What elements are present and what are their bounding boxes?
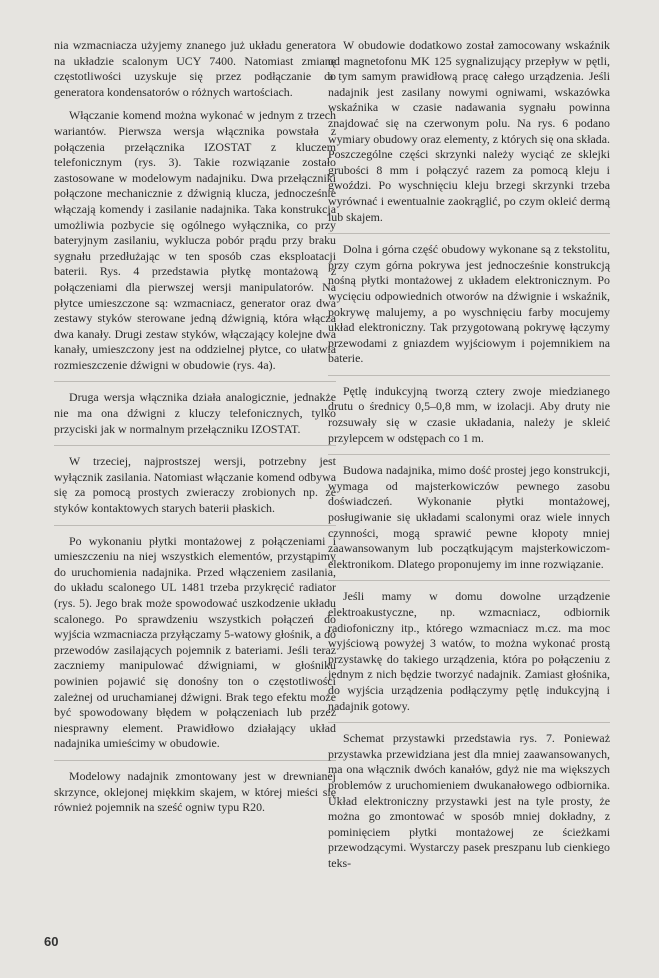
paragraph: Druga wersja włącznika działa analogicznie, jednakże nie ma ona dźwigni z kluczy telefonicznych, tylko przyciski jak w normalnym przełączniku IZOSTAT. <box>54 390 336 436</box>
paragraph: Jeśli mamy w domu dowolne urządzenie elektroakustyczne, np. wzmacniacz, odbiornik radiofoniczny itp., którego wzmacniacz m.cz. ma moc wyjściową powyżej 3 watów, to można wykonać prostą przystawkę do takiego urządzenia, która po połączeniu z jednym z nich będzie tworzyć nadajnik. Zamiast głośnika, do wyjścia urządzenia podłączymy pętlę indukcyjną i nadajnik gotowy. <box>328 589 610 713</box>
paragraph: Schemat przystawki przedstawia rys. 7. Ponieważ przystawka przewidziana jest dla mniej zaawansowanych, ma ona włącznik dwóch kanałów, gdyż nie ma większych problemów z uruchomieniem dwukanałowego odbiornika. Układ elektroniczny przystawki jest na tyle prosty, że można go zmontować w sposób mniej dokładny, z pominięciem płytki montażowej ze ścieżkami przewodzącymi. Wystarczy pasek preszpanu lub cienkiego teks- <box>328 731 610 870</box>
paragraph: Po wykonaniu płytki montażowej z połączeniami i umieszczeniu na niej wszystkich elementów, przystąpimy do uruchomienia nadajnika. Przed włączeniem zasilania, do układu scalonego UL 1481 trzeba przykręcić radiator (rys. 5). Jego brak może spowodować uszkodzenie układu scalonego. Po sprawdzeniu wszystkich połączeń do wyjścia wzmacniacza przyłączamy 5-watowy głośnik, a do przewodów zasilających pojemnik z bateriami. Jeśli teraz zaczniemy manipulować dźwigniami, w głośniku powinien pojawić się donośny ton o częstotliwości zależnej od uruchamianej dźwigni. Brak tego efektu może być spowodowany błędem w połączeniach lub przez niesprawny element. Prawidłowo działający układ nadajnika umieścimy w obudowie. <box>54 533 336 751</box>
divider <box>54 381 336 382</box>
paragraph: nia wzmacniacza użyjemy znanego już układu generatora na układzie scalonym UCY 7400. Natomiast zmianę częstotliwości uzyskuje się przez podłączanie do generatora kondensatorów o różnych wartościach. <box>54 38 336 99</box>
divider <box>54 525 336 526</box>
left-column <box>54 38 336 824</box>
paragraph: Budowa nadajnika, mimo dość prostej jego konstrukcji, wymaga od majsterkowiczów pewnego zasobu doświadczeń. Wykonanie płytki montażowej, posługiwanie się układami scalonymi oraz wiele innych czynności, mogą sprawić pewne kłopoty mniej zaawansowanym lub początkującym majsterkowiczom-elektronikom. Dlatego proponujemy im inne rozwiązanie. <box>328 463 610 571</box>
paragraph: Modelowy nadajnik zmontowany jest w drewnianej skrzynce, oklejonej miękkim skajem, w której mieści się również pojemnik na sześć ogniw typu R20. <box>54 768 336 815</box>
paragraph: Pętlę indukcyjną tworzą cztery zwoje miedzianego drutu o średnicy 0,5–0,8 mm, w izolacji. Aby druty nie rozsuwały się w czasie układania, należy je skleić przylepcem w odstępach co 1 m. <box>328 383 610 445</box>
divider <box>328 233 610 234</box>
right-column <box>328 38 610 880</box>
divider <box>328 580 610 581</box>
divider <box>328 375 610 376</box>
page-number: 60 <box>44 934 59 949</box>
paragraph: W trzeciej, najprostszej wersji, potrzebny jest wyłącznik zasilania. Natomiast włączanie komend odbywa się za pomocą prostych zwieraczy zrobionych np. ze styków kontaktowych starych baterii płaskich. <box>54 454 336 516</box>
divider <box>328 722 610 723</box>
paragraph: W obudowie dodatkowo został zamocowany wskaźnik od magnetofonu MK 125 sygnalizujący przepływ w pętli, a tym samym prawidłową pracę całego urządzenia. Jeśli nadajnik jest zasilany nowymi ogniwami, wskazówka wskaźnika w czasie nadawania sygnału powinna znajdować się na czerwonym polu. Na rys. 6 podano wymiary obudowy oraz elementy, z których się ona składa. Poszczególne części skrzynki należy wyciąć ze sklejki grubości 8 mm i połączyć razem za pomocą kleju i gwoździ. Po wyschnięciu kleju brzegi skrzynki trzeba wyrównać i ewentualnie zaokrąglić, po czym okleić dermą lub skajem. <box>328 38 610 224</box>
divider <box>54 760 336 761</box>
divider <box>328 454 610 455</box>
paragraph: Włączanie komend można wykonać w jednym z trzech wariantów. Pierwsza wersja włącznika powstała z połączenia przełącznika IZOSTAT z kluczem telefonicznym (rys. 3). Takie rozwiązanie zostało zastosowane w modelowym nadajniku. Dwa przełączniki połączone mechanicznie z dźwignią klucza, jednocześnie włączają komendy i zasilanie nadajnika. Taka konstrukcja umożliwia pozbycie się ogólnego wyłącznika, co przy bateryjnym zasilaniu, wyklucza pobór prądu przy braku sygnału przedłużając w ten sposób czas eksploatacji baterii. Rys. 4 przedstawia płytkę montażową z połączeniami dla pierwszej wersji manipulatorów. Na płytce umieszczone są: wzmacniacz, generator oraz dwa zestawy styków sterowane jedną dźwignią, która włącza dwa kanały. Drugi zestaw styków, włączający kolejne dwa kanały, umieszczony jest na oddzielnej płytce, co ułatwia rozmieszczenie dźwigni w obudowie (rys. 4a). <box>54 108 336 372</box>
divider <box>54 445 336 446</box>
paragraph: Dolna i górna część obudowy wykonane są z tekstolitu, przy czym górna pokrywa jest jednocześnie konstrukcją nośną płytki montażowej z układem elektronicznym. Po wycięciu odpowiednich otworów na dźwignie i wskaźnik, pokrywę malujemy, a po wyschnięciu farby mocujemy układ elektroniczny. Tak przygotowaną pokrywę łączymy przewodami z gniazdem wyjściowym i pojemnikiem na baterie. <box>328 242 610 366</box>
